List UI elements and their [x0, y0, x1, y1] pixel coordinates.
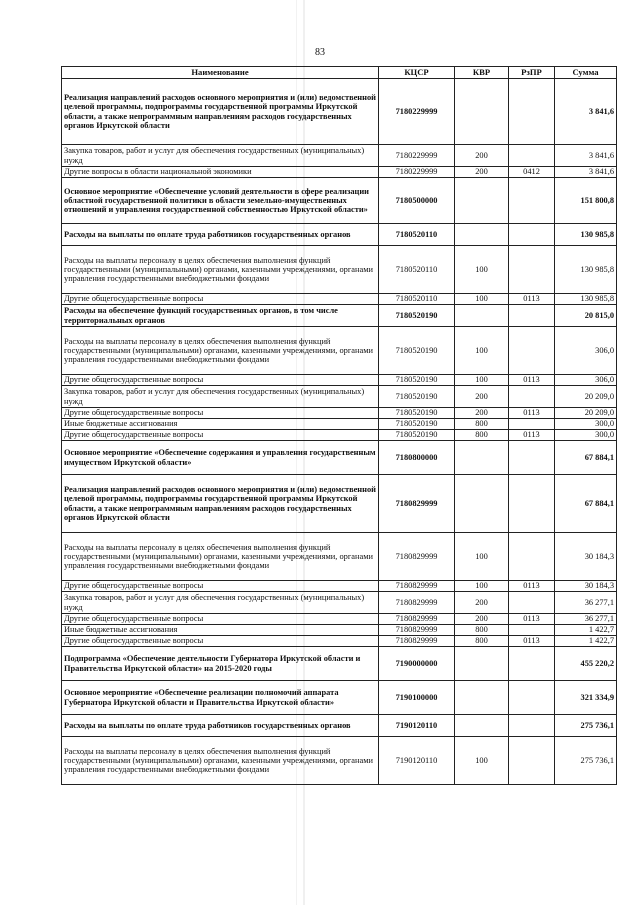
cell-kcsr: 7180829999 — [379, 581, 455, 592]
cell-rzpr: 0113 — [509, 294, 555, 305]
cell-kvr: 200 — [455, 408, 509, 419]
cell-sum: 151 800,8 — [555, 178, 617, 224]
cell-kcsr: 7180229999 — [379, 145, 455, 167]
cell-sum: 30 184,3 — [555, 581, 617, 592]
table-row — [62, 294, 617, 305]
cell-kvr: 100 — [455, 327, 509, 375]
cell-kcsr: 7180500000 — [379, 178, 455, 224]
cell-name: Реализация направлений расходов основного мероприятия и (или) ведомственной целевой программы, подпрограммы государственной программы Иркутской области, а также непрограммным направлениям расходов государственных органов Иркутской области — [62, 475, 379, 533]
cell-kvr: 800 — [455, 430, 509, 441]
cell-rzpr: 0113 — [509, 430, 555, 441]
cell-sum: 36 277,1 — [555, 592, 617, 614]
cell-kcsr: 7190120110 — [379, 715, 455, 737]
cell-name: Другие вопросы в области национальной экономики — [62, 167, 379, 178]
cell-sum: 300,0 — [555, 419, 617, 430]
table-header-row — [62, 67, 617, 79]
cell-kcsr: 7190100000 — [379, 681, 455, 715]
table-row — [62, 430, 617, 441]
cell-name: Другие общегосударственные вопросы — [62, 614, 379, 625]
cell-sum: 3 841,6 — [555, 145, 617, 167]
budget-table — [61, 66, 617, 785]
table-row — [62, 441, 617, 475]
cell-rzpr — [509, 178, 555, 224]
cell-kvr: 100 — [455, 533, 509, 581]
cell-kvr — [455, 647, 509, 681]
cell-kvr: 100 — [455, 294, 509, 305]
cell-rzpr: 0113 — [509, 375, 555, 386]
cell-sum: 321 334,9 — [555, 681, 617, 715]
cell-kvr — [455, 681, 509, 715]
cell-name: Расходы на выплаты по оплате труда работников государственных органов — [62, 224, 379, 246]
cell-rzpr — [509, 715, 555, 737]
table-row — [62, 715, 617, 737]
cell-sum: 455 220,2 — [555, 647, 617, 681]
cell-name: Расходы на выплаты персоналу в целях обеспечения выполнения функций государственными (муниципальными) органами, казенными учреждениями, органами управления государственными внебюджетными фондами — [62, 737, 379, 785]
table-row — [62, 145, 617, 167]
cell-name: Расходы на выплаты персоналу в целях обеспечения выполнения функций государственными (муниципальными) органами, казенными учреждениями, органами управления государственными внебюджетными фондами — [62, 327, 379, 375]
cell-sum: 20 209,0 — [555, 408, 617, 419]
cell-rzpr — [509, 246, 555, 294]
cell-sum: 130 985,8 — [555, 224, 617, 246]
page-number: 83 — [315, 47, 325, 58]
cell-sum: 275 736,1 — [555, 715, 617, 737]
cell-sum: 3 841,6 — [555, 79, 617, 145]
cell-name: Другие общегосударственные вопросы — [62, 430, 379, 441]
header-name: Наименование — [62, 67, 379, 79]
cell-name: Реализация направлений расходов основного мероприятия и (или) ведомственной целевой программы, подпрограммы государственной программы Иркутской области, а также непрограммным направлениям расходов государственных органов Иркутской области — [62, 79, 379, 145]
cell-kvr: 100 — [455, 375, 509, 386]
header-kvr: КВР — [455, 67, 509, 79]
cell-name: Основное мероприятие «Обеспечение условий деятельности в сфере реализации областной государственной политики в области земельно-имущественных отношений и управления государственной собственностью Иркутской области» — [62, 178, 379, 224]
cell-kcsr: 7180829999 — [379, 614, 455, 625]
cell-sum: 1 422,7 — [555, 625, 617, 636]
cell-name: Другие общегосударственные вопросы — [62, 408, 379, 419]
cell-rzpr — [509, 737, 555, 785]
cell-name: Расходы на выплаты персоналу в целях обеспечения выполнения функций государственными (муниципальными) органами, казенными учреждениями, органами управления государственными внебюджетными фондами — [62, 533, 379, 581]
table-row — [62, 386, 617, 408]
table-row — [62, 178, 617, 224]
cell-kvr — [455, 475, 509, 533]
cell-kvr: 200 — [455, 386, 509, 408]
cell-name: Расходы на выплаты персоналу в целях обеспечения выполнения функций государственными (муниципальными) органами, казенными учреждениями, органами управления государственными внебюджетными фондами — [62, 246, 379, 294]
table-row — [62, 636, 617, 647]
cell-kvr — [455, 79, 509, 145]
cell-kvr — [455, 178, 509, 224]
table-row — [62, 737, 617, 785]
cell-sum: 3 841,6 — [555, 167, 617, 178]
cell-kcsr: 7180520190 — [379, 408, 455, 419]
table-row — [62, 79, 617, 145]
table-row — [62, 592, 617, 614]
cell-sum: 30 184,3 — [555, 533, 617, 581]
cell-sum: 67 884,1 — [555, 441, 617, 475]
cell-rzpr — [509, 145, 555, 167]
cell-sum: 36 277,1 — [555, 614, 617, 625]
cell-sum: 20 209,0 — [555, 386, 617, 408]
cell-name: Закупка товаров, работ и услуг для обеспечения государственных (муниципальных) нужд — [62, 386, 379, 408]
cell-rzpr — [509, 419, 555, 430]
cell-kvr: 800 — [455, 419, 509, 430]
cell-kcsr: 7180229999 — [379, 167, 455, 178]
cell-name: Другие общегосударственные вопросы — [62, 375, 379, 386]
cell-rzpr — [509, 647, 555, 681]
table-row — [62, 408, 617, 419]
table-row — [62, 246, 617, 294]
cell-kcsr: 7180800000 — [379, 441, 455, 475]
table-row — [62, 167, 617, 178]
cell-name: Основное мероприятие «Обеспечение содержания и управления государственным имуществом Иркутской области» — [62, 441, 379, 475]
cell-rzpr — [509, 224, 555, 246]
cell-kcsr: 7180520190 — [379, 327, 455, 375]
cell-rzpr — [509, 79, 555, 145]
cell-kcsr: 7180829999 — [379, 533, 455, 581]
cell-sum: 306,0 — [555, 327, 617, 375]
table-row — [62, 305, 617, 327]
table-row — [62, 224, 617, 246]
cell-name: Основное мероприятие «Обеспечение реализации полномочий аппарата Губернатора Иркутской области и Правительства Иркутской области» — [62, 681, 379, 715]
table-row — [62, 327, 617, 375]
cell-rzpr: 0113 — [509, 408, 555, 419]
cell-sum: 67 884,1 — [555, 475, 617, 533]
header-sum: Сумма — [555, 67, 617, 79]
cell-sum: 130 985,8 — [555, 246, 617, 294]
cell-sum: 130 985,8 — [555, 294, 617, 305]
cell-rzpr — [509, 475, 555, 533]
table-row — [62, 475, 617, 533]
cell-kcsr: 7180520110 — [379, 224, 455, 246]
table-row — [62, 581, 617, 592]
cell-kvr: 100 — [455, 246, 509, 294]
cell-kvr: 200 — [455, 592, 509, 614]
cell-kvr — [455, 224, 509, 246]
cell-kvr: 100 — [455, 581, 509, 592]
cell-kvr: 800 — [455, 625, 509, 636]
cell-sum: 306,0 — [555, 375, 617, 386]
cell-rzpr — [509, 305, 555, 327]
cell-kcsr: 7180520190 — [379, 430, 455, 441]
cell-rzpr: 0412 — [509, 167, 555, 178]
cell-rzpr — [509, 625, 555, 636]
cell-rzpr — [509, 327, 555, 375]
cell-kvr: 200 — [455, 145, 509, 167]
table-row — [62, 533, 617, 581]
cell-kvr: 800 — [455, 636, 509, 647]
cell-name: Закупка товаров, работ и услуг для обеспечения государственных (муниципальных) нужд — [62, 145, 379, 167]
cell-name: Иные бюджетные ассигнования — [62, 625, 379, 636]
cell-rzpr — [509, 681, 555, 715]
cell-kcsr: 7190000000 — [379, 647, 455, 681]
cell-kvr — [455, 715, 509, 737]
cell-kcsr: 7180520190 — [379, 305, 455, 327]
cell-kcsr: 7180520110 — [379, 294, 455, 305]
cell-name: Другие общегосударственные вопросы — [62, 581, 379, 592]
cell-sum: 275 736,1 — [555, 737, 617, 785]
cell-kvr: 200 — [455, 614, 509, 625]
table-row — [62, 375, 617, 386]
cell-rzpr — [509, 441, 555, 475]
table-row — [62, 647, 617, 681]
cell-sum: 300,0 — [555, 430, 617, 441]
cell-kcsr: 7180829999 — [379, 475, 455, 533]
cell-kcsr: 7180520190 — [379, 419, 455, 430]
header-kcsr: КЦСР — [379, 67, 455, 79]
cell-sum: 20 815,0 — [555, 305, 617, 327]
cell-sum: 1 422,7 — [555, 636, 617, 647]
cell-kcsr: 7180520110 — [379, 246, 455, 294]
cell-kvr — [455, 441, 509, 475]
cell-name: Другие общегосударственные вопросы — [62, 294, 379, 305]
header-rzpr: РзПР — [509, 67, 555, 79]
cell-rzpr — [509, 386, 555, 408]
table-row — [62, 419, 617, 430]
cell-name: Расходы на обеспечение функций государственных органов, в том числе территориальных органов — [62, 305, 379, 327]
cell-kcsr: 7180829999 — [379, 636, 455, 647]
cell-kcsr: 7180829999 — [379, 625, 455, 636]
cell-kvr — [455, 305, 509, 327]
cell-kvr: 200 — [455, 167, 509, 178]
cell-name: Другие общегосударственные вопросы — [62, 636, 379, 647]
table-row — [62, 625, 617, 636]
cell-rzpr: 0113 — [509, 636, 555, 647]
cell-name: Подпрограмма «Обеспечение деятельности Губернатора Иркутской области и Правительства Иркутской области» на 2015-2020 годы — [62, 647, 379, 681]
cell-kcsr: 7180229999 — [379, 79, 455, 145]
cell-kcsr: 7180520190 — [379, 375, 455, 386]
cell-kcsr: 7180520190 — [379, 386, 455, 408]
cell-rzpr — [509, 592, 555, 614]
cell-rzpr: 0113 — [509, 614, 555, 625]
cell-kcsr: 7190120110 — [379, 737, 455, 785]
table-row — [62, 614, 617, 625]
cell-kvr: 100 — [455, 737, 509, 785]
cell-name: Расходы на выплаты по оплате труда работников государственных органов — [62, 715, 379, 737]
table-row — [62, 681, 617, 715]
cell-name: Иные бюджетные ассигнования — [62, 419, 379, 430]
cell-rzpr: 0113 — [509, 581, 555, 592]
cell-rzpr — [509, 533, 555, 581]
cell-kcsr: 7180829999 — [379, 592, 455, 614]
cell-name: Закупка товаров, работ и услуг для обеспечения государственных (муниципальных) нужд — [62, 592, 379, 614]
